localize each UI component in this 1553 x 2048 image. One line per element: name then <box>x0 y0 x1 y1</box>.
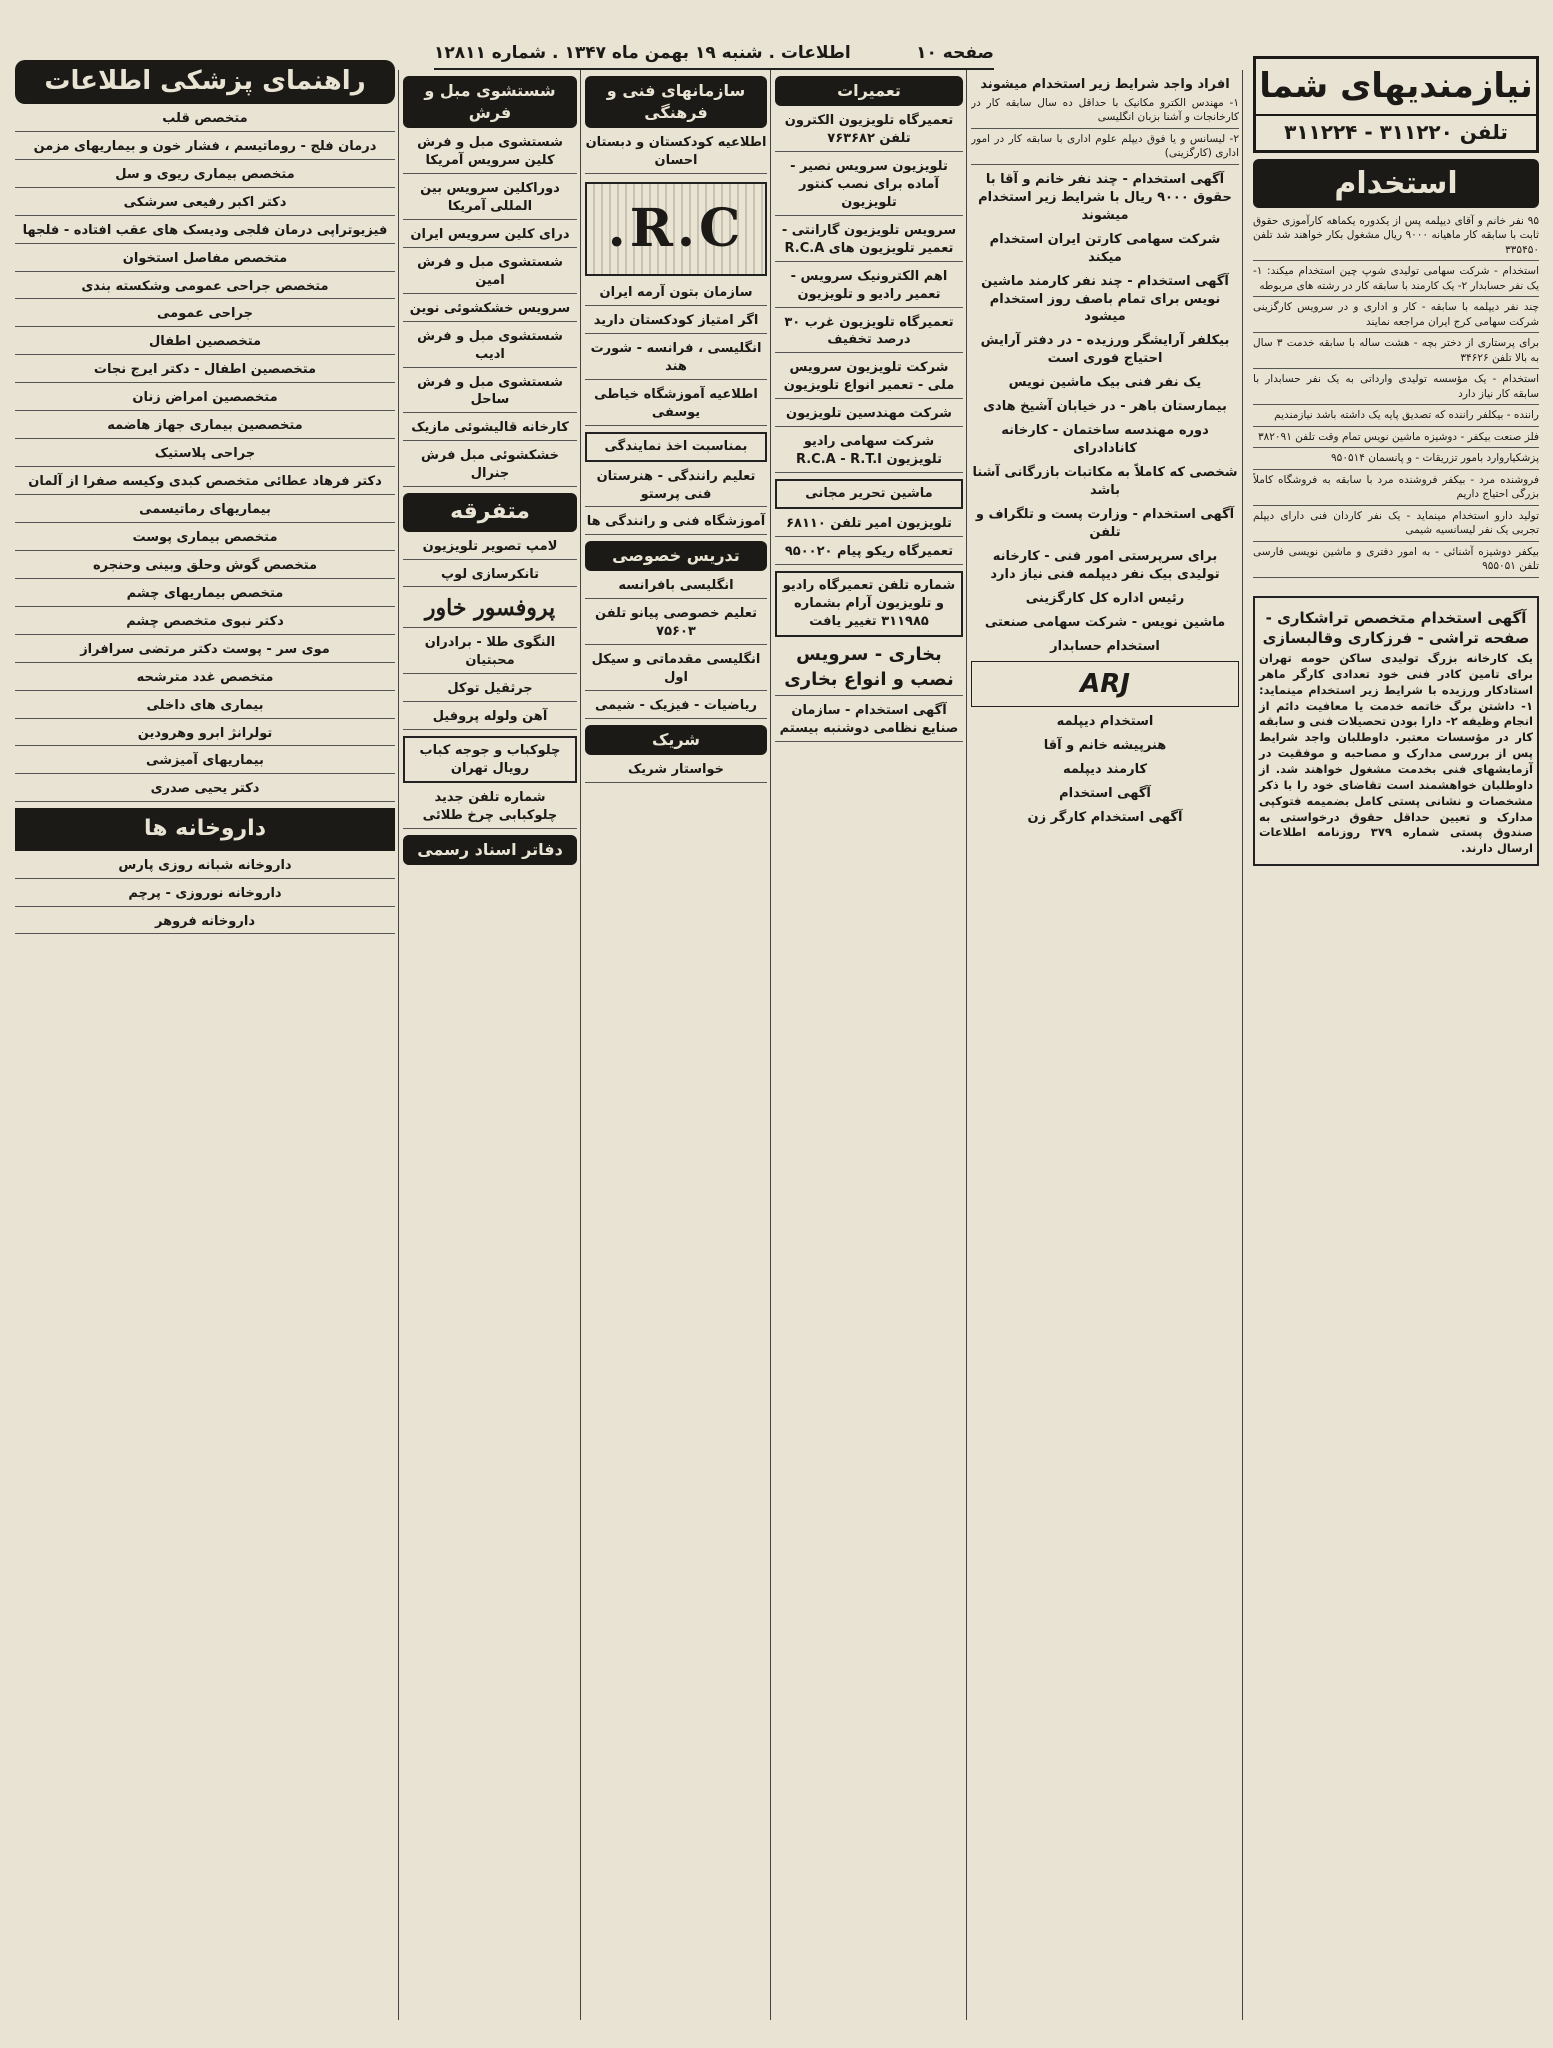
ad-heading: هنرپیشه خانم و آقا <box>1043 738 1167 754</box>
rc-logo: R.C. <box>585 182 767 276</box>
notice-body: یک کارخانه بزرگ تولیدی ساکن حومه تهران برای تامین کادر فنی خود تعدادی کارگر ماهر استادکار ورزیده با شرایط زیر استخدام مینماید: ۱- داشتن برگ خاتمه خدمت یا معافیت دائم از انجام وظیفه ۲- دارا بودن تحصیلات فنی و سابقه کار در مؤسسات معتبر. داوطلبان واجد شرایط پس از بررسی مدارک و مصاحبه و موفقیت در آزمایشهای فنی بخدمت مشغول خواهند شد. از داوطلبان خواهشمند است تقاضای خود را با ذکر مشخصات و نشانی پستی کامل بضمیمه فتوکپی مدارک و تعیین حداقل حقوق درخواستی به صندوق پستی شماره ۳۷۹ روزنامه اطلاعات ارسال دارند. <box>1259 650 1533 856</box>
ad-heading: آگهی استخدام - وزارت پست و تلگراف و تلفن <box>975 506 1235 540</box>
list-item: متخصصین اطفال - دکتر ایرج نجات <box>15 361 395 383</box>
list-item: کارخانه قالیشوئی مازیک <box>403 419 577 441</box>
list-item: شستشوی مبل و فرش ادیب <box>403 328 577 368</box>
list-item: خواستار شریک <box>585 761 767 783</box>
list-item: بیماریهای آمیزشی <box>15 752 395 774</box>
list-item: اگر امتیاز کودکستان دارید <box>585 312 767 334</box>
list-item: جرثقیل توکل <box>403 680 577 702</box>
list-item: بیکفر دوشیزه آشنائی - به امور دفتری و ماشین نویسی فارسی تلفن ۹۵۵۰۵۱ <box>1253 545 1539 578</box>
medical-guide-title: راهنمای پزشکی اطلاعات <box>15 60 395 104</box>
notary-section-title: دفاتر اسناد رسمی <box>403 835 577 865</box>
list-item: متخصصین اطفال <box>15 333 395 355</box>
list-item: متخصص غدد مترشحه <box>15 669 395 691</box>
notice-title: آگهی استخدام متخصص تراشکاری - صفحه تراشی - فرزکاری وقالبسازی <box>1262 608 1530 648</box>
organizations-column <box>585 70 767 2025</box>
list-item: جراحی عمومی <box>15 305 395 327</box>
list-item: آهن ولوله پروفیل <box>403 708 577 730</box>
list-item: انگلیسی بافرانسه <box>585 577 767 599</box>
list-item: سرویس خشکشوئی نوین <box>403 300 577 322</box>
list-item: فیزیوتراپی درمان فلجی ودیسک های عقب افتاده - فلجها <box>15 222 395 244</box>
list-item: ۹۵ نفر خانم و آقای دیپلمه پس از یکدوره یکماهه کارآموزی حقوق ثابت با سابقه کار ماهیانه ۹۰۰۰ ریال مشغول بکار خواهند شد تلفن ۳۳۵۴۵۰ <box>1253 214 1539 261</box>
list-item: تولرانژ ابرو وهرودین <box>15 725 395 747</box>
list-item: چلوکباب و جوجه کباب رویال تهران <box>403 736 577 784</box>
arj-logo: ARJ <box>971 661 1239 707</box>
list-item: خشکشوئی مبل فرش جنرال <box>403 447 577 487</box>
cleaning-section-title: شستشوی مبل و فرش <box>403 76 577 128</box>
ad-heading: آگهی استخدام - چند نفر خانم و آقا با حقوق ۹۰۰۰ ریال با شرایط زیر استخدام میشوند <box>978 171 1232 223</box>
list-item: شرکت سهامی رادیو تلویزیون R.C.A - R.T.I <box>775 433 963 473</box>
notice-box <box>1253 596 1539 867</box>
list-item: شستشوی مبل و فرش کلین سرویس آمریکا <box>403 134 577 174</box>
ad-heading: بیمارستان باهر - در خیابان آشیخ هادی <box>983 399 1227 415</box>
list-item: تعمیرگاه تلویزیون غرب ۳۰ درصد تخفیف <box>775 314 963 354</box>
list-item: متخصصین بیماری جهاز هاضمه <box>15 417 395 439</box>
list-item: متخصص گوش وحلق وبینی وحنجره <box>15 557 395 579</box>
list-item: تانکرسازی لوپ <box>403 566 577 588</box>
misc-section-title: متفرقه <box>403 493 577 531</box>
ad-heading: آگهی استخدام <box>1059 786 1151 802</box>
column-rule <box>966 70 967 2020</box>
masthead <box>434 38 994 70</box>
page-number: صفحه ۱۰ <box>916 43 994 63</box>
list-item: شرکت تلویزیون سرویس ملی - تعمیر انواع تلویزیون <box>775 359 963 399</box>
list-item: بمناسبت اخذ نمایندگی <box>585 432 767 462</box>
list-item: متخصصین امراض زنان <box>15 389 395 411</box>
list-item: فروشنده مرد - بیکفر فروشنده مرد با سابقه به فروشگاه کاملاً بزرگی احتیاج داریم <box>1253 473 1539 506</box>
list-item: ۱- مهندس الکترو مکانیک با حداقل ده سال سابقه کار در کارخانجات و آشنا بزبان انگلیسی <box>971 96 1239 129</box>
list-item: استخدام - یک مؤسسه تولیدی وارداتی به یک نفر حسابدار با سابقه کار نیاز دارد <box>1253 372 1539 405</box>
list-item: آموزشگاه فنی و رانندگی ها <box>585 513 767 535</box>
list-item: استخدام - شرکت سهامی تولیدی شوپ چین استخدام میکند: ۱- یک نفر حسابدار ۲- یک کارمند با سابقه کار در رشته های مربوطه <box>1253 264 1539 297</box>
employment-section-title: استخدام <box>1253 159 1539 208</box>
list-item: تعمیرگاه تلویزیون الکترون تلفن ۷۶۳۶۸۲ <box>775 112 963 152</box>
list-item: سازمان بتون آرمه ایران <box>585 284 767 306</box>
list-item: متخصص بیماریهای چشم <box>15 585 395 607</box>
list-item: داروخانه شبانه روزی پارس <box>15 857 395 879</box>
repairs-section-title: تعمیرات <box>775 76 963 106</box>
classifieds-phone: تلفن ۳۱۱۲۲۰ - ۳۱۱۲۲۴ <box>1256 114 1536 150</box>
list-item: ریاضیات - فیزیک - شیمی <box>585 697 767 719</box>
ad-heading: کارمند دیپلمه <box>1062 762 1148 778</box>
list-item: انگلیسی ، فرانسه - شورت هند <box>585 340 767 380</box>
ad-heading: رئیس اداره کل کارگزینی <box>1025 590 1185 606</box>
ad-heading: بیکلفر آرایشگر ورزیده - در دفتر آرایش احتیاج فوری است <box>980 333 1230 367</box>
list-item: تعلیم خصوصی پیانو تلفن ۷۵۶۰۳ <box>585 605 767 645</box>
list-item: تلویزیون امیر تلفن ۶۸۱۱۰ <box>775 515 963 537</box>
ad-heading: افراد واجد شرایط زیر استخدام میشوند <box>980 77 1230 92</box>
ad-heading: برای سرپرستی امور فنی - کارخانه تولیدی بیک نفر دیپلمه فنی نیاز دارد <box>990 548 1220 582</box>
list-item: داروخانه نوروزی - پرچم <box>15 885 395 907</box>
partner-title: شریک <box>585 725 767 755</box>
list-item: جراحی پلاستیک <box>15 445 395 467</box>
column-rule <box>398 70 399 2020</box>
list-item: راننده - بیکلفر راننده که تصدیق پایه یک داشته باشد نیازمندیم <box>1253 408 1539 426</box>
list-item: متخصص قلب <box>15 110 395 132</box>
list-item: ۲- لیسانس و یا فوق دیپلم علوم اداری با سابقه کار در امور اداری (کارگزینی) <box>971 132 1239 165</box>
classifieds-title: نیازمندیهای شما <box>1259 66 1533 106</box>
list-item: النگوی طلا - برادران محبتیان <box>403 634 577 674</box>
list-item: بخاری - سرویس نصب و انواع بخاری <box>775 643 963 697</box>
list-item: درمان فلج - روماتیسم ، فشار خون و بیماریهای مزمن <box>15 138 395 160</box>
pharmacies-title: داروخانه ها <box>15 808 395 850</box>
ad-heading: شخصی که کاملاً به مکاتبات بازرگانی آشنا باشد <box>972 465 1238 498</box>
classifieds-column <box>1253 54 1539 2029</box>
services-column <box>403 70 577 2025</box>
list-item: تولید دارو استخدام مینماید - یک نفر کاردان فنی دارای دیپلم تجربی یک نفر لیسانسیه شیمی <box>1253 509 1539 542</box>
list-item: انگلیسی مقدماتی و سیکل اول <box>585 651 767 691</box>
issue-info: اطلاعات . شنبه ۱۹ بهمن ماه ۱۳۴۷ . شماره ۱۲۸۱۱ <box>434 43 851 63</box>
list-item: تعلیم رانندگی - هنرستان فنی پرستو <box>585 468 767 508</box>
list-item: شرکت مهندسین تلویزیون <box>775 405 963 427</box>
list-item: متخصص بیماری پوست <box>15 529 395 551</box>
ad-heading: آگهی استخدام کارگر زن <box>1027 810 1183 826</box>
ad-heading: یک نفر فنی بیک ماشین نویس <box>1008 375 1202 391</box>
list-item: دکتر فرهاد عطائی متخصص کبدی وکیسه صفرا از آلمان <box>15 473 395 495</box>
list-item: متخصص مفاصل استخوان <box>15 250 395 272</box>
list-item: چند نفر دیپلمه با سابقه - کار و اداری و در سرویس کارگزینی شرکت سهامی کرج ایران مراجعه نمایند <box>1253 300 1539 333</box>
list-item: آگهی استخدام - سازمان صنایع نظامی دوشنبه بیستم <box>775 702 963 742</box>
classifieds-header <box>1253 56 1539 153</box>
list-item: ماشین تحریر مجانی <box>775 479 963 509</box>
list-item: فلز صنعت بیکفر - دوشیزه ماشین نویس تمام وقت تلفن ۳۸۲۰۹۱ <box>1253 430 1539 448</box>
list-item: اطلاعیه کودکستان و دبستان احسان <box>585 134 767 174</box>
ad-heading: شرکت سهامی کارتن ایران استخدام میکند <box>989 231 1221 265</box>
list-item: تعمیرگاه ریکو پیام ۹۵۰۰۲۰ <box>775 543 963 565</box>
list-item: تلویزیون سرویس نصیر - آماده برای نصب کنتور تلویزیون <box>775 158 963 216</box>
medical-guide-column <box>15 54 395 2029</box>
list-item: اهم الکترونیک سرویس - تعمیر رادیو و تلویزیون <box>775 268 963 308</box>
employment-column-2 <box>971 70 1239 2025</box>
list-item: متخصص بیماری ریوی و سل <box>15 166 395 188</box>
ad-heading: دوره مهندسه ساختمان - کارخانه کانادادرای <box>1001 423 1209 457</box>
ad-heading: استخدام دیپلمه <box>1056 714 1154 730</box>
list-item: پزشکیاروارد بامور تزریقات - و پانسمان ۹۵۰۵۱۴ <box>1253 451 1539 469</box>
list-item: شماره تلفن تعمیرگاه رادیو و تلویزیون آرام بشماره ۳۱۱۹۸۵ تغییر یافت <box>775 571 963 637</box>
repairs-column <box>775 70 963 2025</box>
list-item: اطلاعیه آموزشگاه خیاطی یوسفی <box>585 386 767 426</box>
list-item: دکتر نبوی متخصص چشم <box>15 613 395 635</box>
list-item: بیماری های داخلی <box>15 697 395 719</box>
ad-heading: ماشین نویس - شرکت سهامی صنعتی <box>984 614 1226 630</box>
list-item: شماره تلفن جدید چلوکبابی چرخ طلائی <box>403 789 577 829</box>
employment-ads-list <box>1253 214 1539 578</box>
list-item: دوراکلین سرویس بین المللی آمریکا <box>403 180 577 220</box>
list-item: دکتر یحیی صدری <box>15 780 395 802</box>
list-item: موی سر - پوست دکتر مرتضی سرافراز <box>15 641 395 663</box>
organizations-section-title: سازمانهای فنی و فرهنگی <box>585 76 767 128</box>
column-rule <box>1242 70 1243 2020</box>
list-item: داروخانه فروهر <box>15 913 395 935</box>
list-item: متخصص جراحی عمومی وشکسته بندی <box>15 278 395 300</box>
ad-heading: آگهی استخدام - چند نفر کارمند ماشین نویس برای تمام باصف روز استخدام میشود <box>981 273 1229 325</box>
list-item: درای کلین سرویس ایران <box>403 226 577 248</box>
list-item: دکتر اکبر رفیعی سرشکی <box>15 194 395 216</box>
list-item: لامپ تصویر تلویزیون <box>403 538 577 560</box>
list-item: شستشوی مبل و فرش ساحل <box>403 374 577 414</box>
list-item: شستشوی مبل و فرش امین <box>403 254 577 294</box>
list-item: بیماریهای رماتیسمی <box>15 501 395 523</box>
ad-heading: استخدام حسابدار <box>1050 638 1160 654</box>
column-rule <box>580 70 581 2020</box>
list-item: برای پرستاری از دختر بچه - هشت ساله با سابقه خدمت ۳ سال به بالا تلفن ۳۴۶۲۶ <box>1253 336 1539 369</box>
private-tutoring-title: تدریس خصوصی <box>585 541 767 571</box>
column-rule <box>770 70 771 2020</box>
list-item: پروفسور خاور <box>403 593 577 627</box>
list-item: سرویس تلویزیون گارانتی - تعمیر تلویزیون های R.C.A <box>775 222 963 262</box>
newspaper-page <box>14 14 1539 2034</box>
